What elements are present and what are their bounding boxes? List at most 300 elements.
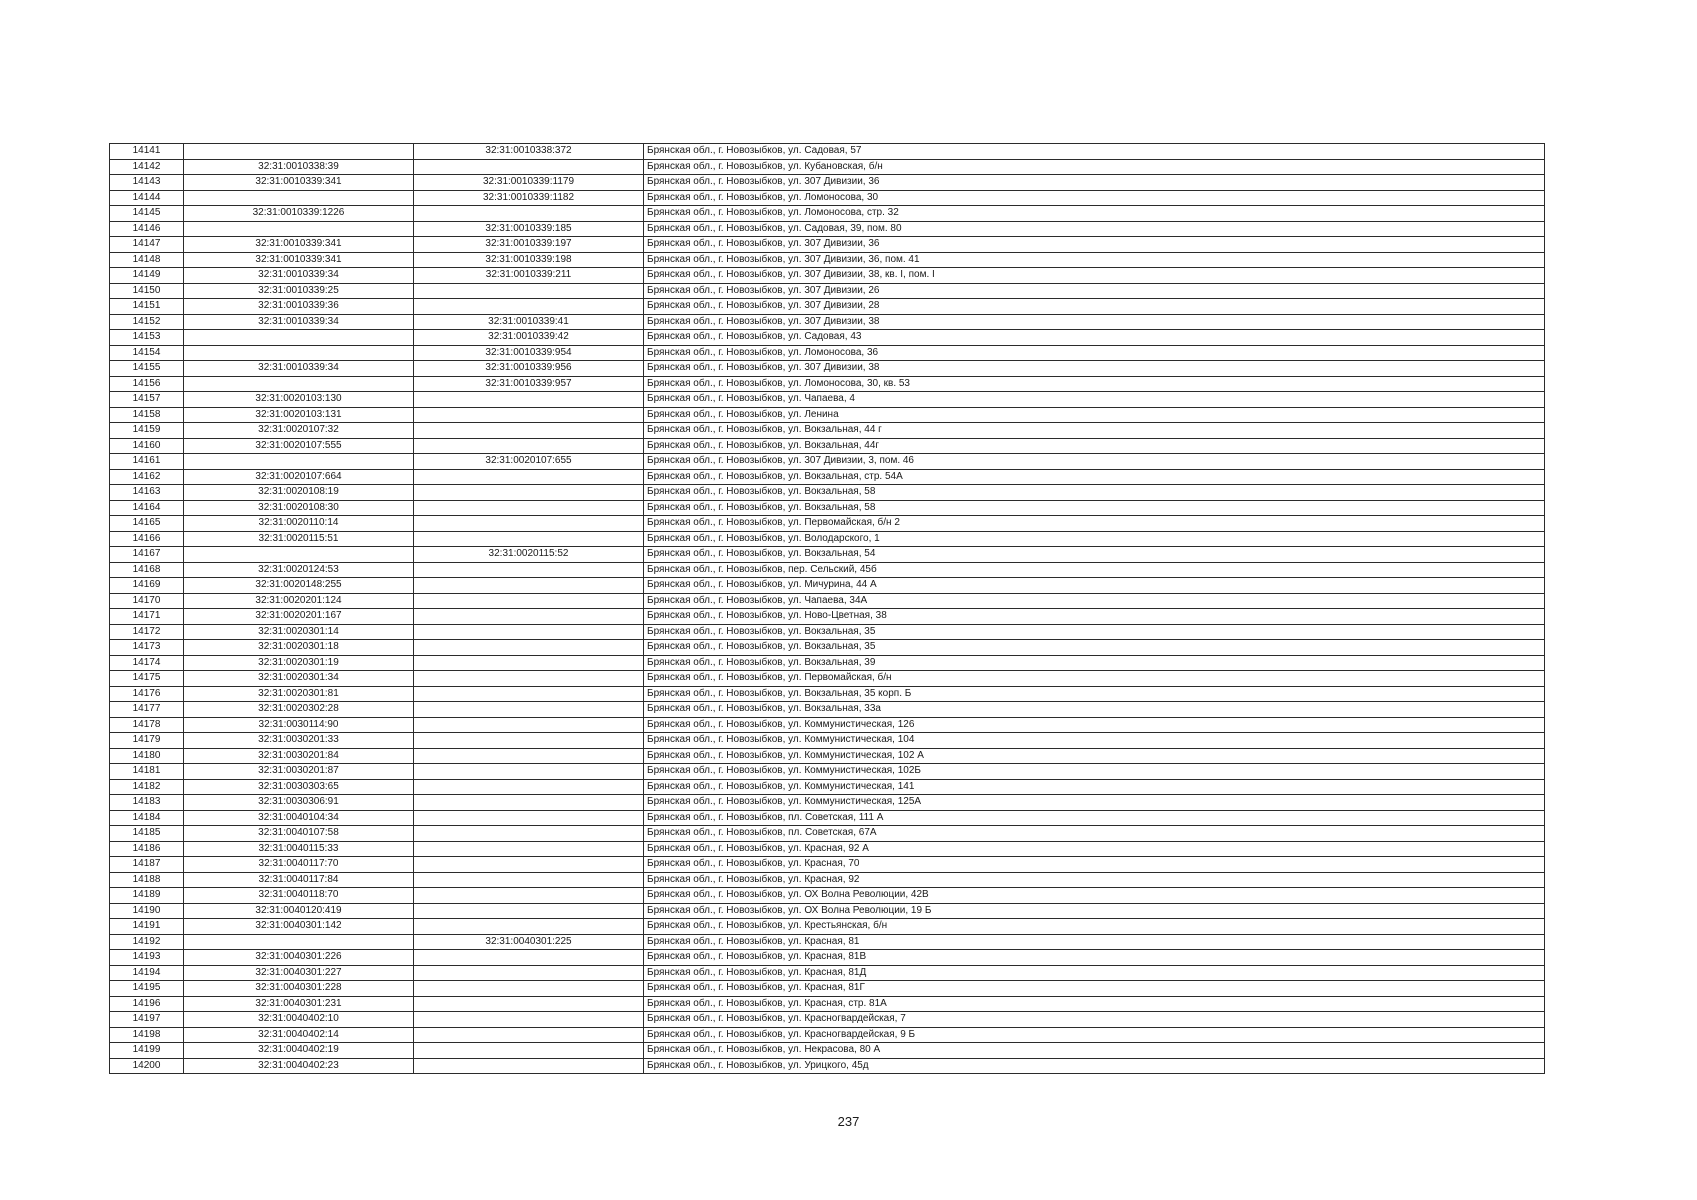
cadastral-number-cell: 32:31:0020108:30 (184, 500, 414, 516)
linked-cadastral-number-cell (414, 857, 644, 873)
cadastral-number-cell: 32:31:0020103:131 (184, 407, 414, 423)
row-number-cell: 14197 (110, 1012, 184, 1028)
row-number-cell: 14174 (110, 655, 184, 671)
address-cell: Брянская обл., г. Новозыбков, ул. Володарского, 1 (644, 531, 1545, 547)
linked-cadastral-number-cell: 32:31:0010339:41 (414, 314, 644, 330)
address-cell: Брянская обл., г. Новозыбков, ул. Вокзальная, 35 корп. Б (644, 686, 1545, 702)
table-row (110, 903, 1545, 919)
address-cell: Брянская обл., г. Новозыбков, ул. Красногвардейская, 7 (644, 1012, 1545, 1028)
table-row (110, 996, 1545, 1012)
table-row (110, 671, 1545, 687)
cadastral-number-cell: 32:31:0010339:34 (184, 314, 414, 330)
row-number-cell: 14164 (110, 500, 184, 516)
table-row (110, 779, 1545, 795)
linked-cadastral-number-cell (414, 872, 644, 888)
row-number-cell: 14145 (110, 206, 184, 222)
address-cell: Брянская обл., г. Новозыбков, ул. 307 Дивизии, 36, пом. 41 (644, 252, 1545, 268)
address-cell: Брянская обл., г. Новозыбков, ул. Коммунистическая, 126 (644, 717, 1545, 733)
cadastral-number-cell: 32:31:0010339:25 (184, 283, 414, 299)
linked-cadastral-number-cell (414, 609, 644, 625)
linked-cadastral-number-cell: 32:31:0010339:211 (414, 268, 644, 284)
table-row (110, 810, 1545, 826)
cadastral-number-cell (184, 345, 414, 361)
cadastral-number-cell: 32:31:0040402:14 (184, 1027, 414, 1043)
table-row (110, 764, 1545, 780)
table-row (110, 717, 1545, 733)
linked-cadastral-number-cell (414, 810, 644, 826)
row-number-cell: 14144 (110, 190, 184, 206)
linked-cadastral-number-cell (414, 795, 644, 811)
linked-cadastral-number-cell (414, 1043, 644, 1059)
linked-cadastral-number-cell (414, 655, 644, 671)
address-cell: Брянская обл., г. Новозыбков, ул. Красная, стр. 81А (644, 996, 1545, 1012)
row-number-cell: 14143 (110, 175, 184, 191)
cadastral-number-cell: 32:31:0040118:70 (184, 888, 414, 904)
cadastral-number-cell: 32:31:0020201:124 (184, 593, 414, 609)
table-row (110, 748, 1545, 764)
address-cell: Брянская обл., г. Новозыбков, ул. Некрасова, 80 А (644, 1043, 1545, 1059)
table-row (110, 330, 1545, 346)
address-cell: Брянская обл., г. Новозыбков, ул. 307 Дивизии, 28 (644, 299, 1545, 315)
cadastral-number-cell: 32:31:0010339:34 (184, 268, 414, 284)
address-cell: Брянская обл., г. Новозыбков, ул. Красная, 70 (644, 857, 1545, 873)
linked-cadastral-number-cell: 32:31:0010339:1182 (414, 190, 644, 206)
row-number-cell: 14155 (110, 361, 184, 377)
address-cell: Брянская обл., г. Новозыбков, ул. 307 Дивизии, 3, пом. 46 (644, 454, 1545, 470)
address-cell: Брянская обл., г. Новозыбков, ул. ОХ Волна Революции, 42В (644, 888, 1545, 904)
address-cell: Брянская обл., г. Новозыбков, ул. 307 Дивизии, 38 (644, 314, 1545, 330)
linked-cadastral-number-cell (414, 1012, 644, 1028)
row-number-cell: 14142 (110, 159, 184, 175)
table-row (110, 593, 1545, 609)
cadastral-number-cell: 32:31:0020107:555 (184, 438, 414, 454)
table-row (110, 981, 1545, 997)
address-cell: Брянская обл., г. Новозыбков, ул. Мичурина, 44 А (644, 578, 1545, 594)
address-cell: Брянская обл., г. Новозыбков, ул. 307 Дивизии, 36 (644, 237, 1545, 253)
row-number-cell: 14182 (110, 779, 184, 795)
address-cell: Брянская обл., г. Новозыбков, ул. ОХ Волна Революции, 19 Б (644, 903, 1545, 919)
linked-cadastral-number-cell (414, 469, 644, 485)
table-row (110, 640, 1545, 656)
table-row (110, 578, 1545, 594)
address-cell: Брянская обл., г. Новозыбков, ул. Первомайская, б/н 2 (644, 516, 1545, 532)
address-cell: Брянская обл., г. Новозыбков, ул. Коммунистическая, 104 (644, 733, 1545, 749)
row-number-cell: 14184 (110, 810, 184, 826)
linked-cadastral-number-cell: 32:31:0010339:185 (414, 221, 644, 237)
address-cell: Брянская обл., г. Новозыбков, ул. Коммунистическая, 125А (644, 795, 1545, 811)
cadastral-number-cell: 32:31:0040301:228 (184, 981, 414, 997)
cadastral-number-cell (184, 144, 414, 160)
table-row (110, 795, 1545, 811)
table-row (110, 500, 1545, 516)
linked-cadastral-number-cell (414, 965, 644, 981)
table-row (110, 624, 1545, 640)
cadastral-number-cell: 32:31:0020110:14 (184, 516, 414, 532)
row-number-cell: 14200 (110, 1058, 184, 1074)
address-cell: Брянская обл., г. Новозыбков, ул. Вокзальная, 44г (644, 438, 1545, 454)
cadastral-number-cell: 32:31:0020115:51 (184, 531, 414, 547)
cadastral-number-cell (184, 376, 414, 392)
table-row (110, 531, 1545, 547)
cadastral-number-cell (184, 547, 414, 563)
cadastral-number-cell: 32:31:0020301:14 (184, 624, 414, 640)
registry-table (109, 143, 1545, 1074)
cadastral-number-cell: 32:31:0040402:23 (184, 1058, 414, 1074)
address-cell: Брянская обл., г. Новозыбков, ул. 307 Дивизии, 26 (644, 283, 1545, 299)
linked-cadastral-number-cell (414, 531, 644, 547)
table-row (110, 919, 1545, 935)
cadastral-number-cell: 32:31:0020107:664 (184, 469, 414, 485)
row-number-cell: 14156 (110, 376, 184, 392)
row-number-cell: 14141 (110, 144, 184, 160)
linked-cadastral-number-cell (414, 981, 644, 997)
cadastral-number-cell: 32:31:0040402:10 (184, 1012, 414, 1028)
address-cell: Брянская обл., г. Новозыбков, ул. Красная, 81В (644, 950, 1545, 966)
linked-cadastral-number-cell (414, 841, 644, 857)
cadastral-number-cell: 32:31:0020124:53 (184, 562, 414, 578)
linked-cadastral-number-cell (414, 733, 644, 749)
cadastral-number-cell: 32:31:0020301:81 (184, 686, 414, 702)
table-row (110, 159, 1545, 175)
table-row (110, 469, 1545, 485)
linked-cadastral-number-cell (414, 1027, 644, 1043)
cadastral-number-cell: 32:31:0030114:90 (184, 717, 414, 733)
address-cell: Брянская обл., г. Новозыбков, ул. Коммунистическая, 102 А (644, 748, 1545, 764)
linked-cadastral-number-cell (414, 671, 644, 687)
address-cell: Брянская обл., г. Новозыбков, ул. Садовая, 39, пом. 80 (644, 221, 1545, 237)
row-number-cell: 14193 (110, 950, 184, 966)
table-row (110, 965, 1545, 981)
linked-cadastral-number-cell: 32:31:0010339:956 (414, 361, 644, 377)
linked-cadastral-number-cell (414, 485, 644, 501)
linked-cadastral-number-cell (414, 1058, 644, 1074)
row-number-cell: 14183 (110, 795, 184, 811)
linked-cadastral-number-cell (414, 283, 644, 299)
linked-cadastral-number-cell (414, 578, 644, 594)
table-row (110, 299, 1545, 315)
row-number-cell: 14149 (110, 268, 184, 284)
row-number-cell: 14194 (110, 965, 184, 981)
row-number-cell: 14159 (110, 423, 184, 439)
table-row (110, 268, 1545, 284)
table-row (110, 407, 1545, 423)
row-number-cell: 14192 (110, 934, 184, 950)
cadastral-number-cell (184, 190, 414, 206)
table-row (110, 1043, 1545, 1059)
row-number-cell: 14160 (110, 438, 184, 454)
linked-cadastral-number-cell (414, 516, 644, 532)
linked-cadastral-number-cell (414, 686, 644, 702)
row-number-cell: 14189 (110, 888, 184, 904)
cadastral-number-cell: 32:31:0030201:87 (184, 764, 414, 780)
table-row (110, 283, 1545, 299)
table-row (110, 175, 1545, 191)
cadastral-number-cell (184, 221, 414, 237)
cadastral-number-cell: 32:31:0020301:19 (184, 655, 414, 671)
row-number-cell: 14151 (110, 299, 184, 315)
table-row (110, 361, 1545, 377)
cadastral-number-cell: 32:31:0020301:34 (184, 671, 414, 687)
linked-cadastral-number-cell (414, 764, 644, 780)
row-number-cell: 14177 (110, 702, 184, 718)
table-row (110, 857, 1545, 873)
cadastral-number-cell: 32:31:0030201:33 (184, 733, 414, 749)
linked-cadastral-number-cell (414, 624, 644, 640)
table-row (110, 826, 1545, 842)
table-row (110, 345, 1545, 361)
row-number-cell: 14150 (110, 283, 184, 299)
linked-cadastral-number-cell (414, 299, 644, 315)
row-number-cell: 14185 (110, 826, 184, 842)
row-number-cell: 14157 (110, 392, 184, 408)
table-row (110, 237, 1545, 253)
table-row (110, 206, 1545, 222)
row-number-cell: 14199 (110, 1043, 184, 1059)
linked-cadastral-number-cell (414, 423, 644, 439)
cadastral-number-cell: 32:31:0040107:58 (184, 826, 414, 842)
cadastral-number-cell: 32:31:0030303:65 (184, 779, 414, 795)
address-cell: Брянская обл., г. Новозыбков, ул. Крестьянская, б/н (644, 919, 1545, 935)
row-number-cell: 14187 (110, 857, 184, 873)
registry-table-body (110, 144, 1545, 1074)
linked-cadastral-number-cell (414, 500, 644, 516)
linked-cadastral-number-cell (414, 438, 644, 454)
table-row (110, 702, 1545, 718)
cadastral-number-cell (184, 454, 414, 470)
table-row (110, 1012, 1545, 1028)
row-number-cell: 14152 (110, 314, 184, 330)
address-cell: Брянская обл., г. Новозыбков, ул. Ломоносова, стр. 32 (644, 206, 1545, 222)
linked-cadastral-number-cell (414, 996, 644, 1012)
row-number-cell: 14148 (110, 252, 184, 268)
address-cell: Брянская обл., г. Новозыбков, ул. Ломоносова, 30, кв. 53 (644, 376, 1545, 392)
cadastral-number-cell: 32:31:0020103:130 (184, 392, 414, 408)
row-number-cell: 14181 (110, 764, 184, 780)
cadastral-number-cell: 32:31:0040301:226 (184, 950, 414, 966)
table-row (110, 562, 1545, 578)
row-number-cell: 14168 (110, 562, 184, 578)
linked-cadastral-number-cell: 32:31:0010339:954 (414, 345, 644, 361)
table-row (110, 1058, 1545, 1074)
address-cell: Брянская обл., г. Новозыбков, ул. Вокзальная, 54 (644, 547, 1545, 563)
row-number-cell: 14188 (110, 872, 184, 888)
address-cell: Брянская обл., г. Новозыбков, ул. Вокзальная, 35 (644, 624, 1545, 640)
cadastral-number-cell: 32:31:0010339:341 (184, 252, 414, 268)
row-number-cell: 14154 (110, 345, 184, 361)
cadastral-number-cell: 32:31:0010339:341 (184, 175, 414, 191)
row-number-cell: 14195 (110, 981, 184, 997)
linked-cadastral-number-cell (414, 159, 644, 175)
row-number-cell: 14171 (110, 609, 184, 625)
cadastral-number-cell: 32:31:0040115:33 (184, 841, 414, 857)
linked-cadastral-number-cell (414, 717, 644, 733)
row-number-cell: 14180 (110, 748, 184, 764)
linked-cadastral-number-cell (414, 593, 644, 609)
cadastral-number-cell: 32:31:0020107:32 (184, 423, 414, 439)
table-row (110, 888, 1545, 904)
row-number-cell: 14153 (110, 330, 184, 346)
cadastral-number-cell: 32:31:0040117:84 (184, 872, 414, 888)
table-row (110, 423, 1545, 439)
cadastral-number-cell (184, 934, 414, 950)
cadastral-number-cell: 32:31:0010339:34 (184, 361, 414, 377)
table-row (110, 314, 1545, 330)
address-cell: Брянская обл., г. Новозыбков, ул. Красная, 81Д (644, 965, 1545, 981)
address-cell: Брянская обл., г. Новозыбков, пл. Советская, 111 А (644, 810, 1545, 826)
address-cell: Брянская обл., г. Новозыбков, ул. Вокзальная, 44 г (644, 423, 1545, 439)
cadastral-number-cell: 32:31:0040402:19 (184, 1043, 414, 1059)
row-number-cell: 14147 (110, 237, 184, 253)
table-row (110, 841, 1545, 857)
row-number-cell: 14190 (110, 903, 184, 919)
linked-cadastral-number-cell: 32:31:0010339:1179 (414, 175, 644, 191)
linked-cadastral-number-cell (414, 702, 644, 718)
table-row (110, 950, 1545, 966)
linked-cadastral-number-cell (414, 206, 644, 222)
row-number-cell: 14163 (110, 485, 184, 501)
address-cell: Брянская обл., г. Новозыбков, ул. 307 Дивизии, 38, кв. I, пом. I (644, 268, 1545, 284)
row-number-cell: 14172 (110, 624, 184, 640)
linked-cadastral-number-cell (414, 779, 644, 795)
table-row (110, 252, 1545, 268)
linked-cadastral-number-cell (414, 826, 644, 842)
cadastral-number-cell: 32:31:0040301:142 (184, 919, 414, 935)
address-cell: Брянская обл., г. Новозыбков, ул. Красная, 81 (644, 934, 1545, 950)
row-number-cell: 14166 (110, 531, 184, 547)
address-cell: Брянская обл., г. Новозыбков, ул. Ломоносова, 30 (644, 190, 1545, 206)
linked-cadastral-number-cell: 32:31:0010338:372 (414, 144, 644, 160)
linked-cadastral-number-cell (414, 919, 644, 935)
cadastral-number-cell: 32:31:0040104:34 (184, 810, 414, 826)
linked-cadastral-number-cell (414, 392, 644, 408)
linked-cadastral-number-cell (414, 748, 644, 764)
cadastral-number-cell: 32:31:0020302:28 (184, 702, 414, 718)
address-cell: Брянская обл., г. Новозыбков, ул. Вокзальная, 33а (644, 702, 1545, 718)
address-cell: Брянская обл., г. Новозыбков, ул. Чапаева, 34А (644, 593, 1545, 609)
address-cell: Брянская обл., г. Новозыбков, ул. Вокзальная, 35 (644, 640, 1545, 656)
row-number-cell: 14179 (110, 733, 184, 749)
table-row (110, 733, 1545, 749)
cadastral-number-cell: 32:31:0040301:231 (184, 996, 414, 1012)
address-cell: Брянская обл., г. Новозыбков, ул. Ломоносова, 36 (644, 345, 1545, 361)
address-cell: Брянская обл., г. Новозыбков, ул. Ленина (644, 407, 1545, 423)
address-cell: Брянская обл., г. Новозыбков, ул. Урицкого, 45д (644, 1058, 1545, 1074)
row-number-cell: 14186 (110, 841, 184, 857)
row-number-cell: 14158 (110, 407, 184, 423)
linked-cadastral-number-cell: 32:31:0040301:225 (414, 934, 644, 950)
address-cell: Брянская обл., г. Новозыбков, ул. Вокзальная, стр. 54А (644, 469, 1545, 485)
cadastral-number-cell: 32:31:0030306:91 (184, 795, 414, 811)
linked-cadastral-number-cell (414, 407, 644, 423)
row-number-cell: 14165 (110, 516, 184, 532)
cadastral-number-cell: 32:31:0020201:167 (184, 609, 414, 625)
table-row (110, 485, 1545, 501)
row-number-cell: 14191 (110, 919, 184, 935)
address-cell: Брянская обл., г. Новозыбков, пер. Сельский, 45б (644, 562, 1545, 578)
address-cell: Брянская обл., г. Новозыбков, ул. 307 Дивизии, 38 (644, 361, 1545, 377)
table-row (110, 392, 1545, 408)
table-row (110, 516, 1545, 532)
table-row (110, 547, 1545, 563)
cadastral-number-cell: 32:31:0010338:39 (184, 159, 414, 175)
table-row (110, 376, 1545, 392)
linked-cadastral-number-cell (414, 640, 644, 656)
cadastral-number-cell: 32:31:0030201:84 (184, 748, 414, 764)
cadastral-number-cell: 32:31:0020301:18 (184, 640, 414, 656)
row-number-cell: 14178 (110, 717, 184, 733)
address-cell: Брянская обл., г. Новозыбков, ул. Коммунистическая, 141 (644, 779, 1545, 795)
table-row (110, 438, 1545, 454)
row-number-cell: 14175 (110, 671, 184, 687)
address-cell: Брянская обл., г. Новозыбков, ул. Садовая, 57 (644, 144, 1545, 160)
address-cell: Брянская обл., г. Новозыбков, ул. Вокзальная, 39 (644, 655, 1545, 671)
row-number-cell: 14170 (110, 593, 184, 609)
linked-cadastral-number-cell: 32:31:0010339:198 (414, 252, 644, 268)
cadastral-number-cell: 32:31:0040117:70 (184, 857, 414, 873)
linked-cadastral-number-cell: 32:31:0010339:957 (414, 376, 644, 392)
table-row (110, 686, 1545, 702)
table-row (110, 655, 1545, 671)
cadastral-number-cell: 32:31:0020148:255 (184, 578, 414, 594)
cadastral-number-cell: 32:31:0010339:36 (184, 299, 414, 315)
address-cell: Брянская обл., г. Новозыбков, ул. Вокзальная, 58 (644, 500, 1545, 516)
table-row (110, 934, 1545, 950)
linked-cadastral-number-cell: 32:31:0020107:655 (414, 454, 644, 470)
row-number-cell: 14176 (110, 686, 184, 702)
address-cell: Брянская обл., г. Новозыбков, ул. Красная, 92 А (644, 841, 1545, 857)
cadastral-number-cell: 32:31:0040120:419 (184, 903, 414, 919)
row-number-cell: 14173 (110, 640, 184, 656)
address-cell: Брянская обл., г. Новозыбков, ул. Вокзальная, 58 (644, 485, 1545, 501)
address-cell: Брянская обл., г. Новозыбков, ул. Коммунистическая, 102Б (644, 764, 1545, 780)
address-cell: Брянская обл., г. Новозыбков, ул. Красногвардейская, 9 Б (644, 1027, 1545, 1043)
row-number-cell: 14162 (110, 469, 184, 485)
linked-cadastral-number-cell: 32:31:0020115:52 (414, 547, 644, 563)
table-row (110, 144, 1545, 160)
cadastral-number-cell: 32:31:0010339:1226 (184, 206, 414, 222)
address-cell: Брянская обл., г. Новозыбков, ул. Первомайская, б/н (644, 671, 1545, 687)
row-number-cell: 14167 (110, 547, 184, 563)
linked-cadastral-number-cell (414, 888, 644, 904)
page-number: 237 (837, 1114, 860, 1129)
cadastral-number-cell: 32:31:0010339:341 (184, 237, 414, 253)
linked-cadastral-number-cell: 32:31:0010339:42 (414, 330, 644, 346)
table-row (110, 872, 1545, 888)
row-number-cell: 14198 (110, 1027, 184, 1043)
cadastral-number-cell (184, 330, 414, 346)
row-number-cell: 14161 (110, 454, 184, 470)
address-cell: Брянская обл., г. Новозыбков, ул. 307 Дивизии, 36 (644, 175, 1545, 191)
table-row (110, 609, 1545, 625)
linked-cadastral-number-cell: 32:31:0010339:197 (414, 237, 644, 253)
cadastral-number-cell: 32:31:0020108:19 (184, 485, 414, 501)
address-cell: Брянская обл., г. Новозыбков, пл. Советская, 67А (644, 826, 1545, 842)
address-cell: Брянская обл., г. Новозыбков, ул. Красная, 92 (644, 872, 1545, 888)
table-row (110, 1027, 1545, 1043)
address-cell: Брянская обл., г. Новозыбков, ул. Ново-Цветная, 38 (644, 609, 1545, 625)
table-row (110, 190, 1545, 206)
row-number-cell: 14169 (110, 578, 184, 594)
address-cell: Брянская обл., г. Новозыбков, ул. Садовая, 43 (644, 330, 1545, 346)
linked-cadastral-number-cell (414, 903, 644, 919)
linked-cadastral-number-cell (414, 562, 644, 578)
row-number-cell: 14146 (110, 221, 184, 237)
table-row (110, 454, 1545, 470)
linked-cadastral-number-cell (414, 950, 644, 966)
address-cell: Брянская обл., г. Новозыбков, ул. Кубановская, б/н (644, 159, 1545, 175)
table-row (110, 221, 1545, 237)
cadastral-number-cell: 32:31:0040301:227 (184, 965, 414, 981)
